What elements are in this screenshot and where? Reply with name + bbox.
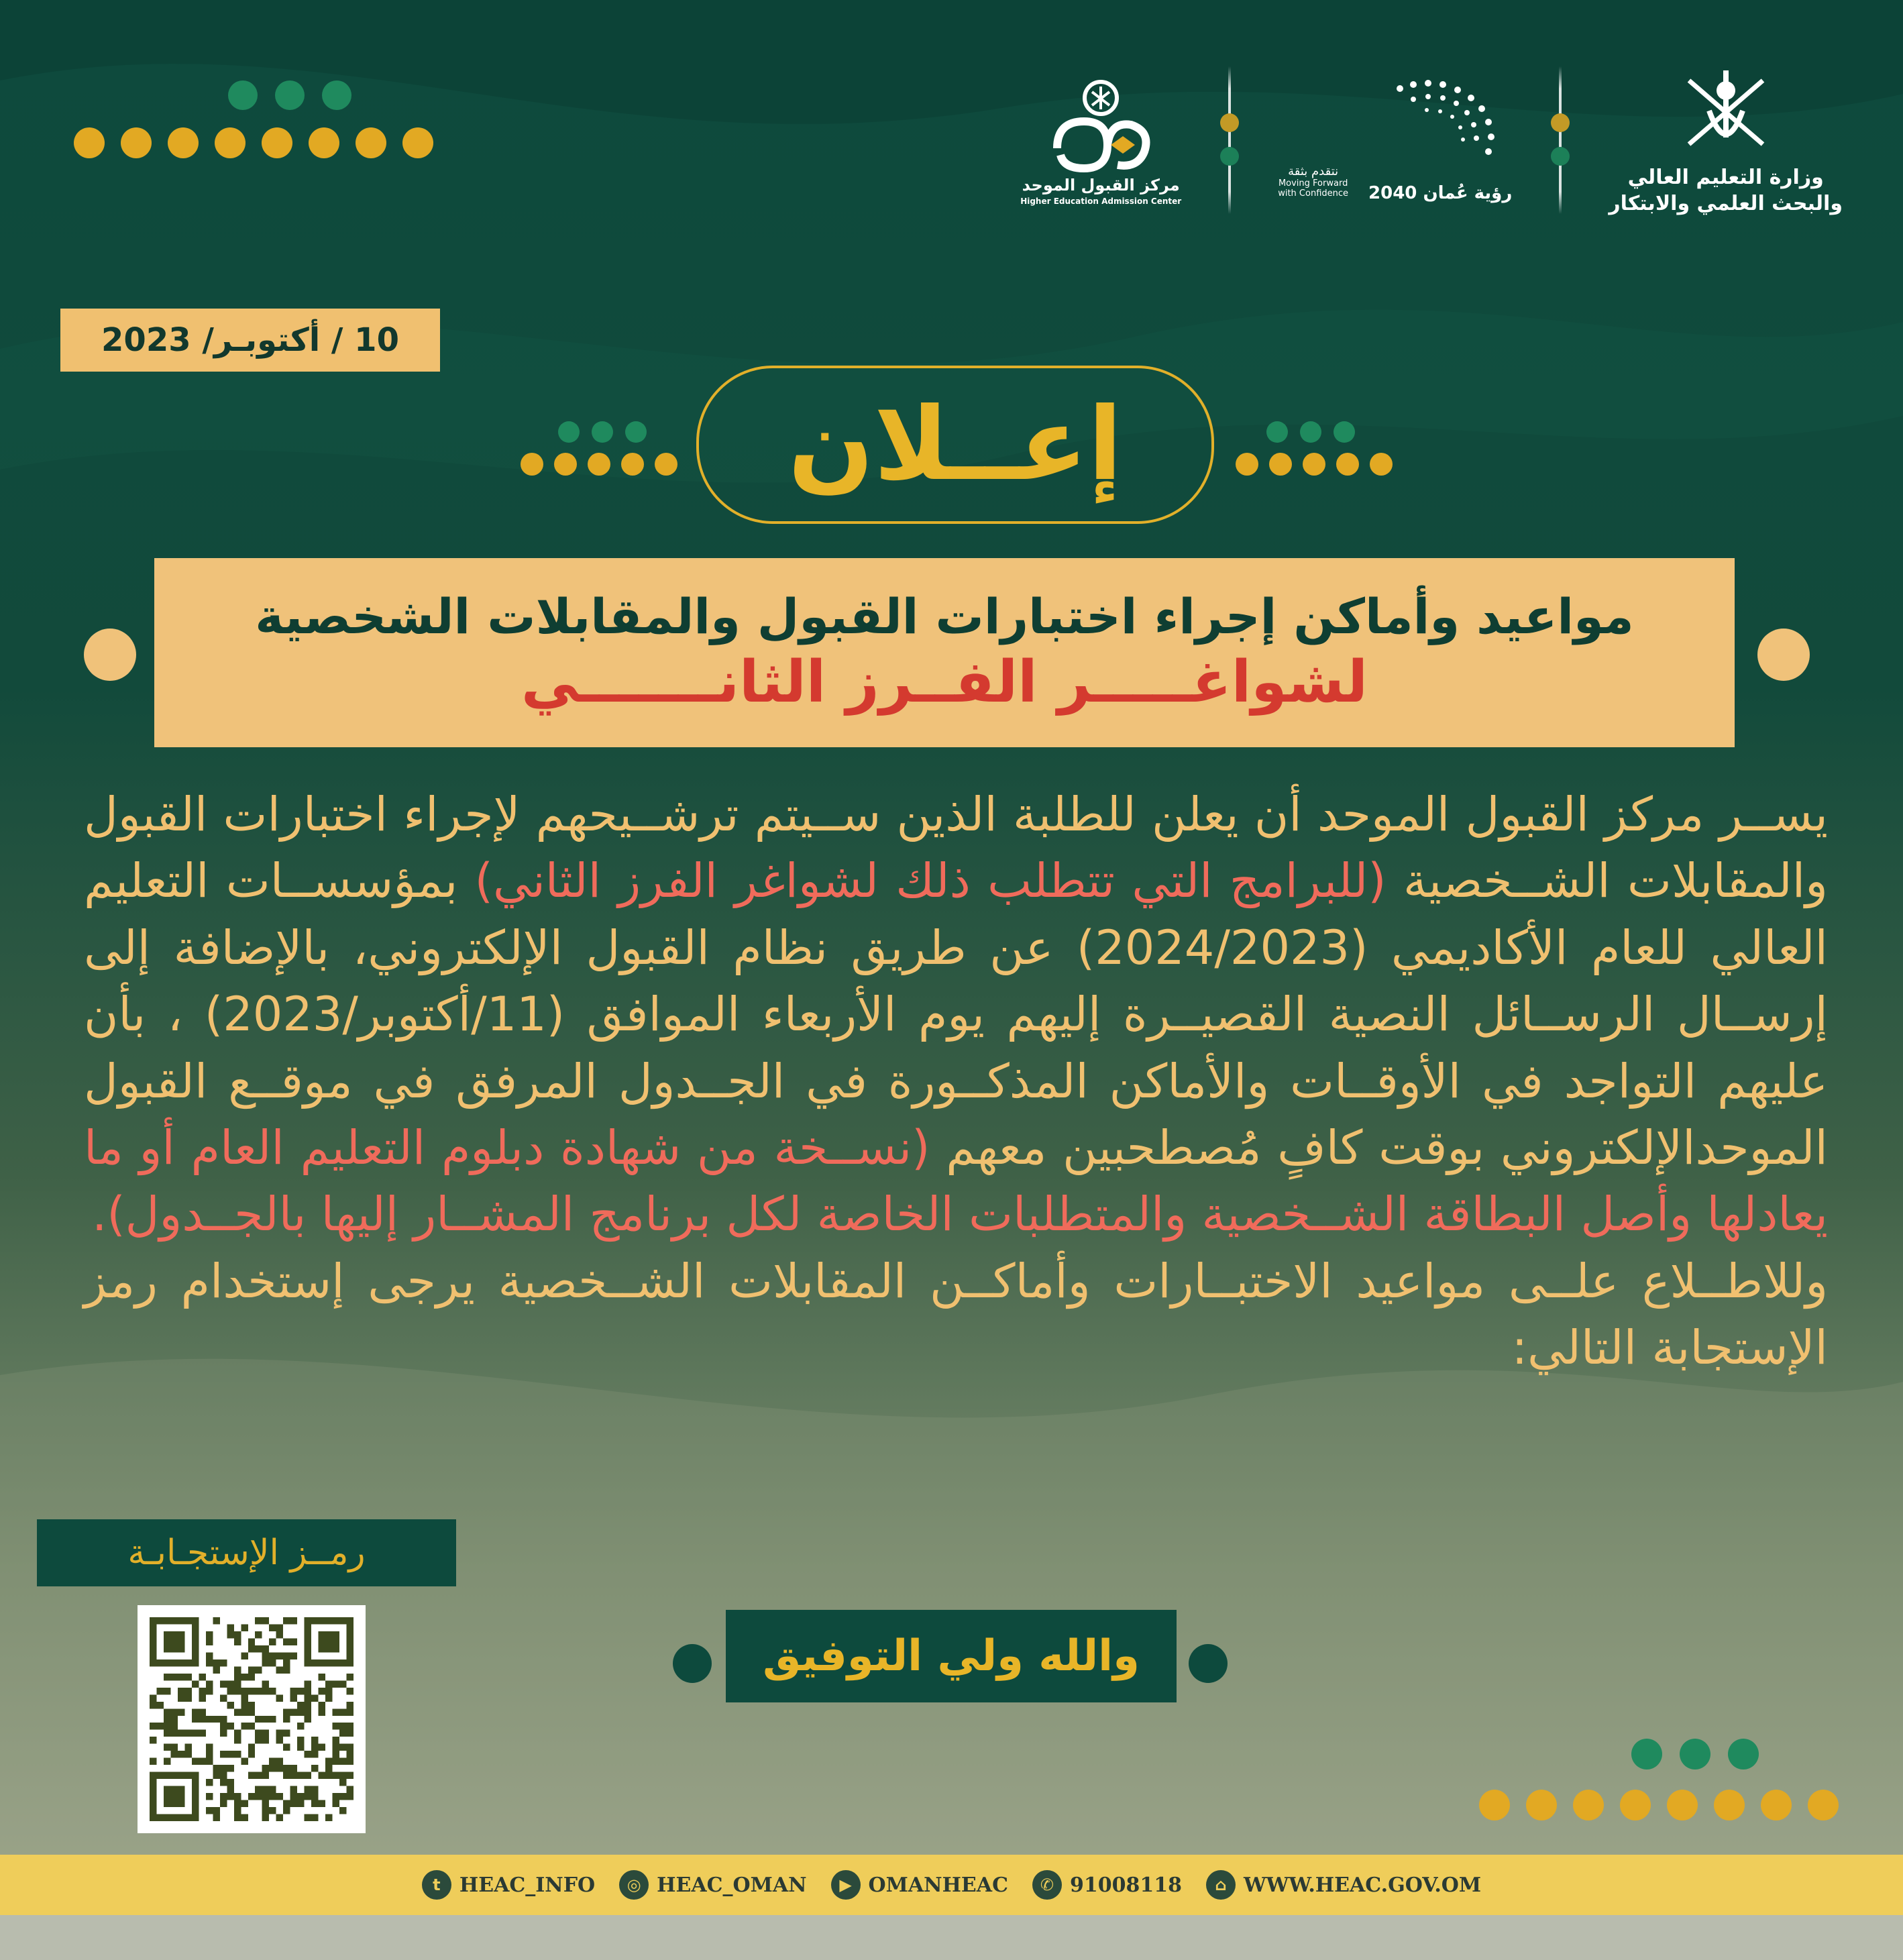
decor-dots-bottom-teal bbox=[1631, 1739, 1759, 1770]
divider bbox=[1559, 66, 1562, 214]
decor-dots-left-teal bbox=[558, 421, 647, 443]
body-paragraph-1 bbox=[84, 781, 1828, 1248]
announcement-title: إعــلان bbox=[787, 386, 1123, 503]
instagram-icon: ◎ bbox=[619, 1870, 649, 1900]
footer-twitter[interactable] bbox=[422, 1870, 595, 1900]
date-badge bbox=[60, 309, 440, 372]
center-name-en: Higher Education Admission Center bbox=[1020, 196, 1182, 206]
qr-code[interactable] bbox=[138, 1605, 366, 1833]
decor-dots-right-teal bbox=[1266, 421, 1355, 443]
closing-text: والله ولي التوفيق bbox=[763, 1631, 1140, 1681]
announcement-body bbox=[84, 781, 1828, 1382]
website-url: WWW.HEAC.GOV.OM bbox=[1243, 1873, 1482, 1897]
qr-label bbox=[37, 1519, 456, 1586]
youtube-handle: OMANHEAC bbox=[868, 1873, 1008, 1897]
decor-dots-top-teal bbox=[228, 80, 351, 110]
body-paragraph-2: وللاطــلاع علــى مواعيد الاختبــارات وأماكــن المقابلات الشــخصية يرجى إستخدام رمز الإستجابة التالي: bbox=[84, 1253, 1828, 1376]
footer-bar bbox=[0, 1855, 1903, 1915]
body-text-b: بمؤسســات التعليم العالي للعام الأكاديمي (2024/2023) عن طريق نظام القبول الإلكتروني، بالإضافة إلى إرســال الرســائل النصية القصيــرة إليهم يوم الأربعاء الموافق (11/أكتوبر/2023) ، بأن عليهم التواجد في الأوقــات والأماكن المذكــورة في الجــدول المرفق في موقــع القبول الموحدالإلكتروني بوقت كافٍ مُصطحبين معهم bbox=[84, 853, 1829, 1175]
qr-code-icon bbox=[150, 1617, 354, 1821]
vision-swirl-icon bbox=[1373, 75, 1507, 182]
khanjar-emblem-icon bbox=[1669, 64, 1783, 164]
date-text: 10 / أكتوبـر/ 2023 bbox=[101, 321, 399, 359]
heac-logo bbox=[1020, 74, 1181, 205]
vision-tag-en-1: Moving Forward bbox=[1278, 178, 1348, 188]
header-logos bbox=[1020, 64, 1843, 217]
footer-instagram[interactable] bbox=[619, 1870, 806, 1900]
twitter-icon: t bbox=[422, 1870, 451, 1900]
footer-whatsapp[interactable] bbox=[1032, 1870, 1182, 1900]
twitter-handle: HEAC_INFO bbox=[459, 1873, 596, 1897]
footer-website[interactable] bbox=[1206, 1870, 1481, 1900]
vision-2040-logo bbox=[1278, 75, 1512, 205]
vision-tag-ar: نتقدم بثقة bbox=[1288, 164, 1339, 178]
decor-dots-bottom-gold bbox=[1479, 1790, 1839, 1820]
decor-dot-closing-right bbox=[1189, 1644, 1228, 1683]
center-name-ar: مركز القبول الموحد bbox=[1022, 176, 1180, 195]
decor-dot-closing-left bbox=[673, 1644, 712, 1683]
body-text-a: يســر مركز القبول الموحد أن يعلن للطلبة الذين ســيتم ترشــيحهم لإجراء اختبارات القبول والمقابلات الشــخصية bbox=[84, 787, 1828, 909]
vision-tag-en-2: with Confidence bbox=[1278, 188, 1349, 199]
ministry-name-2: والبحث العلمي والابتكار bbox=[1609, 192, 1843, 215]
website-icon: ⌂ bbox=[1206, 1870, 1236, 1900]
whatsapp-icon: ✆ bbox=[1032, 1870, 1062, 1900]
body-highlight-1: (للبرامج التي تتطلب ذلك لشواغر الفرز الثاني) bbox=[474, 853, 1387, 909]
vision-ar: رؤية عُمان 2040 bbox=[1368, 183, 1513, 204]
decor-dots-left-gold bbox=[521, 453, 677, 476]
subject-line-2: لشواغـــــر الفــرز الثانـــــــي bbox=[521, 649, 1368, 716]
bottom-strip bbox=[0, 1915, 1903, 1960]
footer-youtube[interactable] bbox=[831, 1870, 1008, 1900]
heac-emblem-icon bbox=[1044, 74, 1158, 175]
ministry-name-1: وزارة التعليم العالي bbox=[1627, 166, 1824, 189]
decor-dot-left bbox=[84, 629, 136, 681]
decor-dot-right bbox=[1757, 629, 1810, 681]
divider bbox=[1228, 66, 1231, 214]
subject-line-1: مواعيد وأماكن إجراء اختبارات القبول والمقابلات الشخصية bbox=[255, 588, 1634, 645]
closing-box bbox=[726, 1610, 1177, 1702]
decor-dots-right-gold bbox=[1236, 453, 1393, 476]
ministry-logo bbox=[1609, 64, 1843, 217]
announcement-pill bbox=[696, 366, 1214, 524]
youtube-icon: ▶ bbox=[831, 1870, 861, 1900]
qr-label-text: رمــز الإستجـابـة bbox=[127, 1533, 366, 1573]
instagram-handle: HEAC_OMAN bbox=[657, 1873, 807, 1897]
body-highlight-2: (نســخة من شهادة دبلوم التعليم العام أو ما يعادلها وأصل البطاقة الشــخصية والمتطلبات الخاصة لكل برنامج المشــار إليها بالجــدول). bbox=[84, 1120, 1828, 1242]
decor-dots-top-gold bbox=[74, 127, 433, 158]
subject-box bbox=[154, 558, 1735, 747]
whatsapp-number: 91008118 bbox=[1069, 1873, 1182, 1897]
